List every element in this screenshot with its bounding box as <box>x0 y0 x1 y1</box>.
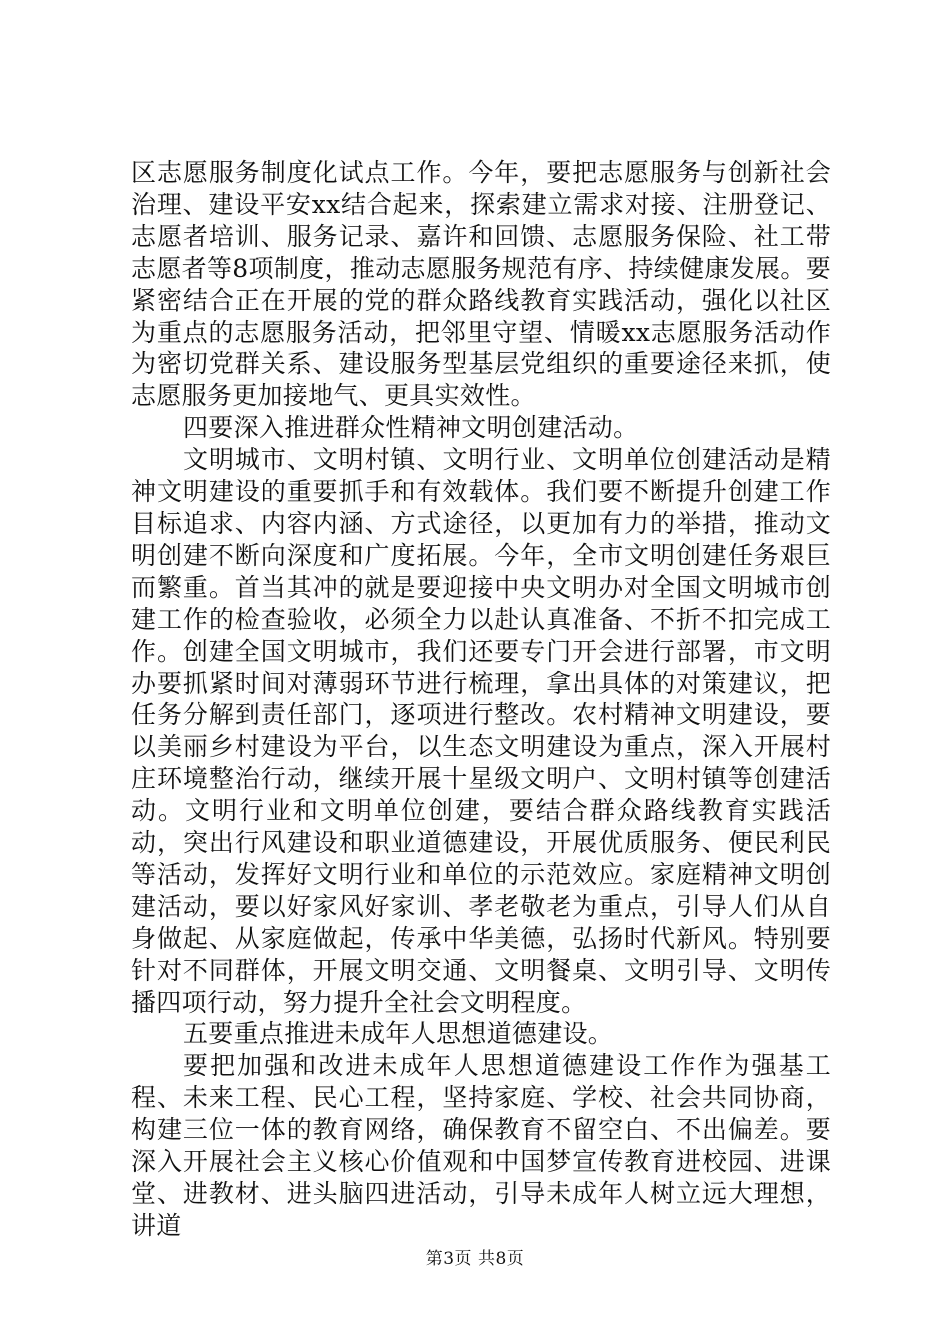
section-heading-four: 四要深入推进群众性精神文明创建活动。 <box>183 413 639 443</box>
paragraph-volunteer-service: 区志愿服务制度化试点工作。今年，要把志愿服务与创新社会治理、建设平安xx结合起来，探索建立需求对接、注册登记、志愿者培训、服务记录、嘉许和回馈、志愿服务保险、社工带志愿者等8项制度，推动志愿服务规范有序、持续健康发展。要紧密结合正在开展的党的群众路线教育实践活动，强化以社区为重点的志愿服务活动，把邻里守望、情暖xx志愿服务活动作为密切党群关系、建设服务型基层党组织的重要途径来抓，使志愿服务更加接地气、更具实效性。 <box>131 158 831 411</box>
document-body <box>131 157 831 1242</box>
paragraph-civilization-creation: 文明城市、文明村镇、文明行业、文明单位创建活动是精神文明建设的重要抓手和有效载体。我们要不断提升创建工作目标追求、内容内涵、方式途径，以更加有力的举措，推动文明创建不断向深度和广度拓展。今年，全市文明创建任务艰巨而繁重。首当其冲的就是要迎接中央文明办对全国文明城市创建工作的检查验收，必须全力以赴认真准备、不折不扣完成工作。创建全国文明城市，我们还要专门开会进行部署，市文明办要抓紧时间对薄弱环节进行梳理，拿出具体的对策建议，把任务分解到责任部门，逐项进行整改。农村精神文明建设，要以美丽乡村建设为平台，以生态文明建设为重点，深入开展村庄环境整治行动，继续开展十星级文明户、文明村镇等创建活动。文明行业和文明单位创建，要结合群众路线教育实践活动，突出行风建设和职业道德建设，开展优质服务、便民利民等活动，发挥好文明行业和单位的示范效应。家庭精神文明创建活动，要以好家风好家训、孝老敬老为重点，引导人们从自身做起、从家庭做起，传承中华美德，弘扬时代新风。特别要针对不同群体，开展文明交通、文明餐桌、文明引导、文明传播四项行动，努力提升全社会文明程度。 <box>131 445 831 1017</box>
page-footer <box>0 1244 950 1269</box>
section-heading-five: 五要重点推进未成年人思想道德建设。 <box>183 1019 614 1049</box>
page-number: 第3页 共8页 <box>425 1249 525 1269</box>
paragraph-minors-moral-education: 要把加强和改进未成年人思想道德建设工作作为强基工程、未来工程、民心工程，坚持家庭、学校、社会共同协商，构建三位一体的教育网络，确保教育不留空白、不出偏差。要深入开展社会主义核心价值观和中国梦宣传教育进校园、进课堂、进教材、进头脑四进活动，引导未成年人树立远大理想，讲道 <box>131 1051 831 1240</box>
